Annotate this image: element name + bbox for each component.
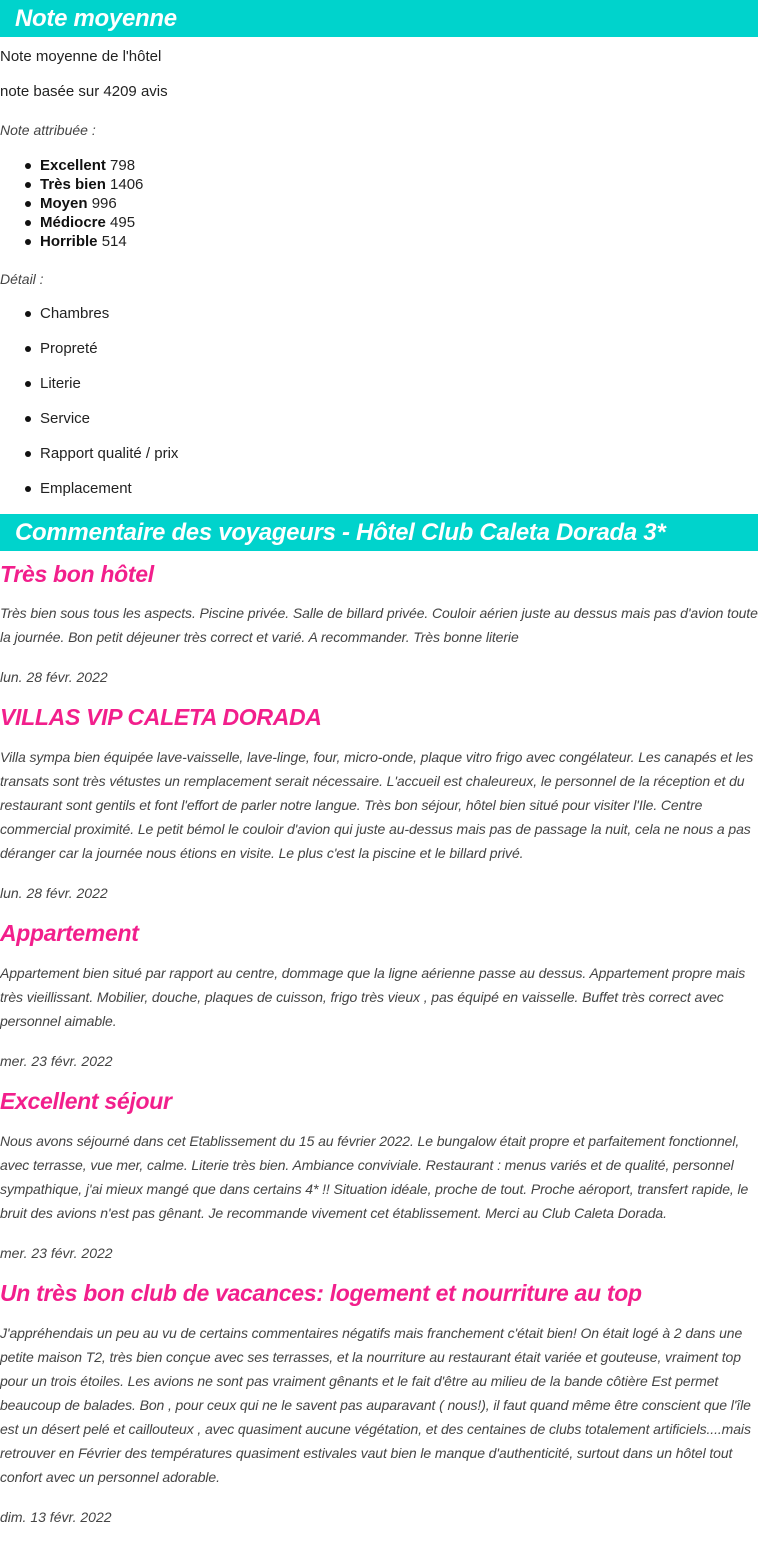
- rating-count: 996: [91, 195, 117, 212]
- rating-item-tres-bien: [0, 175, 758, 194]
- review-body: J'appréhendais un peu au vu de certains commentaires négatifs mais franchement c'était bien! On était logé à 2 dans une petite maison T2, très bien conçue avec ses terrasses, et la nourriture au restaurant était variée et gouteuse, vraiment top pour un trois étoiles. Les avions ne sont pas vraiment gênants et le fait d'être au milieu de la bande côtière Est permet beaucoup de balades. Bon , pour ceux qui ne le savent pas auparavant ( nous!), il faut quand même être conscient que l'île est un désert pelé et caillouteux , avec quasiment aucune végétation, et des centaines de clubs totalement artificiels....mais retrouver en Février des températures quasiment estivales vaut bien le manque d'authenticité, surtout dans un hôtel tout confort avec un personnel adorable.: [0, 1325, 751, 1485]
- review-count-text: note basée sur 4209 avis: [0, 83, 168, 100]
- review-body: Villa sympa bien équipée lave-vaisselle, lave-linge, four, micro-onde, plaque vitro frigo avec congélateur. Les canapés et les transats sont très vétustes un remplacement serait nécessaire. L'accueil est chaleureux, le personnel de la réception et du restaurant sont gentils et font l'effort de parler notre langue. Très bon séjour, hôtel bien situé pour visiter l'Ile. Centre commercial proximité. Le petit bémol le couloir d'avion qui juste au-dessus mais pas de passage la nuit, cela ne nous a pas déranger car la journée nous étions en visite. Le plus c'est la piscine et le billard privé.: [0, 749, 754, 861]
- rating-name: Médiocre: [40, 214, 106, 231]
- average-rating-header: Note moyenne: [0, 0, 758, 37]
- detail-item-service: Service: [0, 401, 758, 436]
- hotel-rating-label: Note moyenne de l'hôtel: [0, 48, 162, 65]
- rating-name: Excellent: [40, 157, 106, 174]
- review-body: Appartement bien situé par rapport au centre, dommage que la ligne aérienne passe au dessus. Appartement propre mais très vieillissant. Mobilier, douche, plaques de cuisson, frigo très vieux , pas équipé en vaisselle. Buffet très correct avec personnel aimable.: [0, 965, 746, 1029]
- review-title: Très bon hôtel: [0, 561, 154, 587]
- rating-count: 798: [110, 157, 136, 174]
- rating-breakdown-list: [0, 156, 758, 251]
- review-date: lun. 28 févr. 2022: [0, 885, 108, 901]
- detail-criteria-list: [0, 296, 758, 506]
- rating-name: Moyen: [40, 195, 88, 212]
- detail-item-emplacement: Emplacement: [0, 471, 758, 506]
- review-card: [0, 917, 758, 1073]
- rating-item-excellent: [0, 156, 758, 175]
- detail-label: Détail :: [0, 271, 44, 287]
- detail-item-proprete: Propreté: [0, 331, 758, 366]
- review-title: VILLAS VIP CALETA DORADA: [0, 704, 322, 730]
- rating-item-mediocre: [0, 213, 758, 232]
- review-date: dim. 13 févr. 2022: [0, 1509, 112, 1525]
- review-date: mer. 23 févr. 2022: [0, 1053, 113, 1069]
- review-card: [0, 1085, 758, 1265]
- review-date: lun. 28 févr. 2022: [0, 669, 108, 685]
- review-title: Appartement: [0, 920, 139, 946]
- detail-item-literie: Literie: [0, 366, 758, 401]
- average-rating-section: [0, 0, 758, 506]
- review-body: Nous avons séjourné dans cet Etablissement du 15 au février 2022. Le bungalow était propre et parfaitement fonctionnel, avec terrasse, vue mer, calme. Literie très bien. Ambiance conviviale. Restaurant : menus variés et de qualité, personnel sympathique, j'ai mieux mangé que dans certains 4* !! Situation idéale, proche de tout. Proche aéroport, transfert rapide, le bruit des avions n'est pas gênant. Je recommande vivement cet établissement. Merci au Club Caleta Dorada.: [0, 1133, 749, 1221]
- review-title: Un très bon club de vacances: logement et nourriture au top: [0, 1280, 642, 1306]
- review-card: [0, 701, 758, 905]
- review-date: mer. 23 févr. 2022: [0, 1245, 113, 1261]
- rating-name: Horrible: [40, 233, 98, 250]
- review-card: [0, 1277, 758, 1529]
- rating-name: Très bien: [40, 176, 106, 193]
- rating-given-label: Note attribuée :: [0, 122, 96, 138]
- reviews-header: Commentaire des voyageurs - Hôtel Club Caleta Dorada 3*: [0, 514, 758, 551]
- rating-count: 495: [110, 214, 136, 231]
- rating-count: 1406: [110, 176, 144, 193]
- detail-item-rapport-qualite-prix: Rapport qualité / prix: [0, 436, 758, 471]
- rating-count: 514: [101, 233, 127, 250]
- review-body: Très bien sous tous les aspects. Piscine privée. Salle de billard privée. Couloir aérien juste au dessus mais pas d'avion toute la journée. Bon petit déjeuner très correct et varié. A recommander. Très bonne literie: [0, 605, 758, 645]
- rating-item-moyen: [0, 194, 758, 213]
- review-title: Excellent séjour: [0, 1088, 172, 1114]
- rating-item-horrible: [0, 232, 758, 251]
- detail-item-chambres: Chambres: [0, 296, 758, 331]
- reviews-section: [0, 514, 758, 1529]
- review-card: [0, 558, 758, 689]
